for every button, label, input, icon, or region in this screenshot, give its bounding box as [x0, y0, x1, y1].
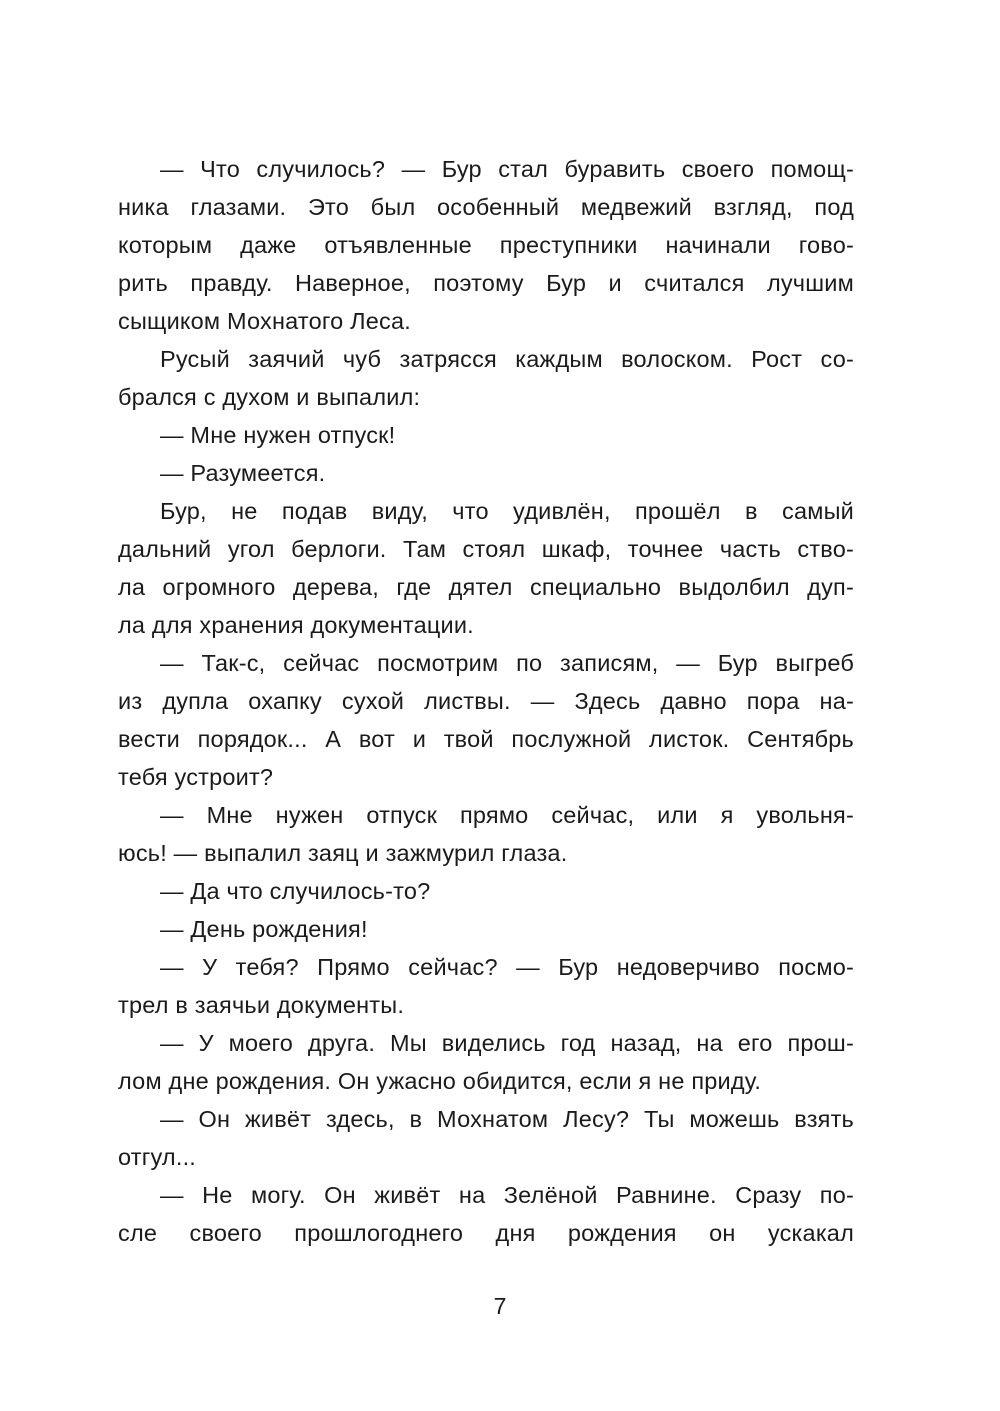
- text-line: — Так-с, сейчас посмотрим по записям, — Бур выгреб: [160, 650, 854, 676]
- text-line: ла огромного дерева, где дятел специально выдолбил дуп-: [118, 574, 854, 600]
- paragraph: [118, 796, 854, 872]
- paragraph: [118, 416, 854, 454]
- text-line: дальний угол берлоги. Там стоял шкаф, точнее часть ство-: [118, 536, 854, 562]
- text-line: вести порядок... А вот и твой послужной листок. Сентябрь: [118, 726, 854, 752]
- text-line: — Разумеется.: [160, 460, 326, 486]
- text-line: трел в заячьи документы.: [118, 992, 405, 1018]
- text-line: юсь! — выпалил заяц и зажмурил глаза.: [118, 840, 568, 866]
- text-line: — У тебя? Прямо сейчас? — Бур недоверчиво посмо-: [160, 954, 854, 980]
- text-line: — Он живёт здесь, в Мохнатом Лесу? Ты можешь взять: [160, 1106, 854, 1132]
- paragraph: [118, 492, 854, 644]
- paragraph: [118, 1176, 854, 1252]
- text-line: — Да что случилось-то?: [160, 878, 431, 904]
- text-line: Русый заячий чуб затрясся каждым волоском. Рост со-: [160, 346, 854, 372]
- text-line: тебя устроит?: [118, 764, 274, 790]
- page-number: 7: [493, 1293, 507, 1319]
- text-line: — День рождения!: [160, 916, 368, 942]
- paragraph: [118, 1100, 854, 1176]
- text-line: — Мне нужен отпуск!: [160, 422, 396, 448]
- paragraph: [118, 1024, 854, 1100]
- paragraph: [118, 454, 854, 492]
- text-line: ника глазами. Это был особенный медвежий взгляд, под: [118, 194, 854, 220]
- text-line: — Не могу. Он живёт на Зелёной Равнине. Сразу по-: [160, 1182, 854, 1208]
- text-line: Бур, не подав виду, что удивлён, прошёл в самый: [160, 498, 854, 524]
- text-line: брался с духом и выпалил:: [118, 384, 421, 410]
- paragraph: [118, 948, 854, 1024]
- body-text: [118, 150, 854, 1252]
- text-line: сыщиком Мохнатого Леса.: [118, 308, 411, 334]
- paragraph: [118, 150, 854, 340]
- text-line: — Мне нужен отпуск прямо сейчас, или я увольня-: [160, 802, 854, 828]
- text-line: которым даже отъявленные преступники начинали гово-: [118, 232, 854, 258]
- paragraph: [118, 644, 854, 796]
- text-line: ла для хранения документации.: [118, 612, 474, 638]
- paragraph: [118, 340, 854, 416]
- text-line: — Что случилось? — Бур стал буравить своего помощ-: [160, 156, 854, 182]
- paragraph: [118, 910, 854, 948]
- text-line: рить правду. Наверное, поэтому Бур и считался лучшим: [118, 270, 854, 296]
- paragraph: [118, 872, 854, 910]
- text-line: лом дне рождения. Он ужасно обидится, если я не приду.: [118, 1068, 762, 1094]
- text-line: сле своего прошлогоднего дня рождения он ускакал: [118, 1220, 854, 1246]
- text-line: из дупла охапку сухой листвы. — Здесь давно пора на-: [118, 688, 854, 714]
- text-line: — У моего друга. Мы виделись год назад, на его прош-: [160, 1030, 854, 1056]
- text-line: отгул...: [118, 1144, 197, 1170]
